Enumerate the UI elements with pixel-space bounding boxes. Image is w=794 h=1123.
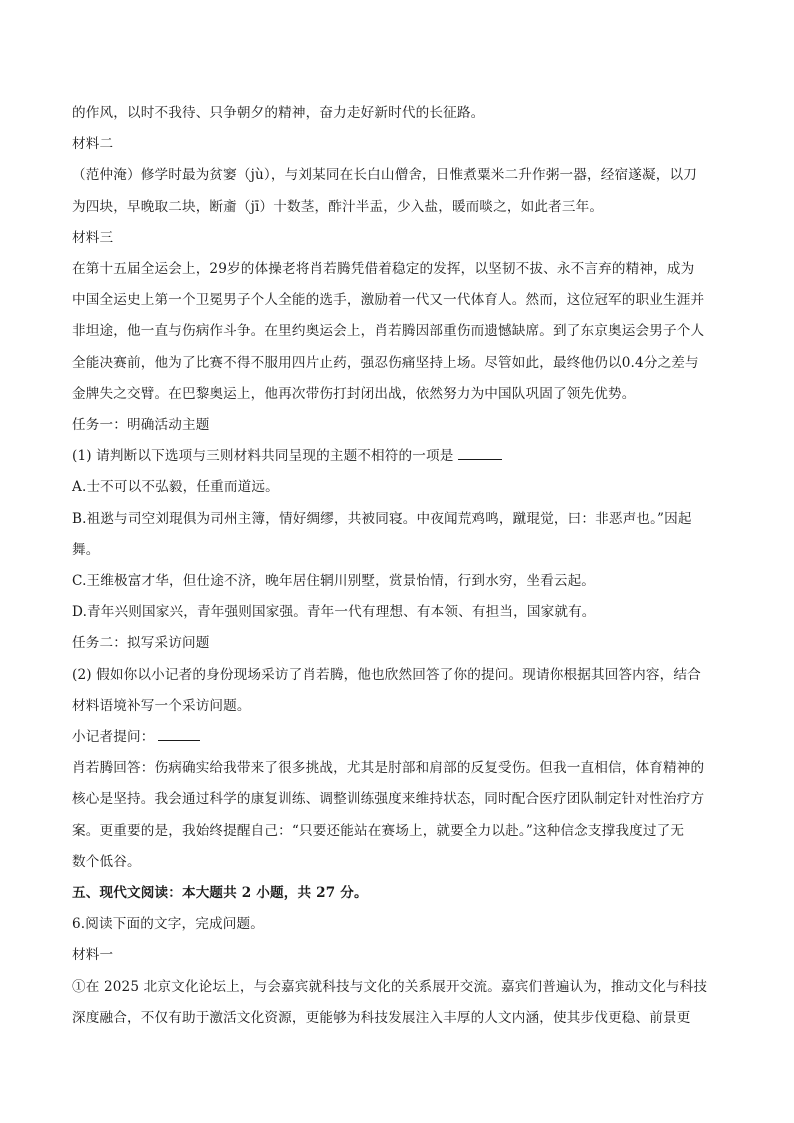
option-a: A.士不可以不弘毅，任重而道远。 <box>72 479 279 496</box>
task-heading: 任务二：拟写采访问题 <box>72 635 210 652</box>
text-line: 金牌失之交臂。在巴黎奥运上，他再次带伤打封闭出战，依然努力为中国队巩固了领先优势。 <box>72 385 636 402</box>
text-line: （范仲淹）修学时最为贫窭（jù），与刘某同在长白山僧舍，日惟煮粟米二升作粥一器，经宿遂凝，以刀 <box>72 167 697 184</box>
question-text: (1) 请判断以下选项与三则材料共同呈现的主题不相符的一项是 <box>72 448 454 465</box>
text-line: 肖若腾回答：伤病确实给我带来了很多挑战，尤其是肘部和肩部的反复受伤。但我一直相信，体育精神的 <box>72 760 705 777</box>
text-line: ①在 2025 北京文化论坛上，与会嘉宾就科技与文化的关系展开交流。嘉宾们普遍认为，推动文化与科技 <box>72 978 708 995</box>
question-heading: 6.阅读下面的文字，完成问题。 <box>72 916 264 933</box>
material-heading: 材料三 <box>72 229 114 246</box>
text-line: 数个低谷。 <box>72 853 141 870</box>
text-line: 案。更重要的是，我始终提醒自己：“只要还能站在赛场上，就要全力以赴。”这种信念支撑我度过了无 <box>72 822 685 839</box>
text-line: 材料语境补写一个采访问题。 <box>72 697 251 714</box>
text-line: 深度融合，不仅有助于激活文化资源，更能够为科技发展注入丰厚的人文内涵，使其步伐更稳、前景更 <box>72 1009 691 1026</box>
reporter-question-label: 小记者提问： <box>72 729 155 746</box>
answer-blank[interactable] <box>158 726 200 741</box>
task-heading: 任务一：明确活动主题 <box>72 417 210 434</box>
text-line: 中国全运史上第一个卫冕男子个人全能的选手，激励着一代又一代体育人。然而，这位冠军的职业生涯并 <box>72 292 705 309</box>
option-b: B.祖逖与司空刘琨俱为司州主簿，情好绸缪，共被同寝。中夜闻荒鸡鸣，蹴琨觉，曰：非恶声也。”因起 <box>72 510 692 527</box>
text-line: 非坦途，他一直与伤病作斗争。在里约奥运会上，肖若腾因部重伤而遗憾缺席。到了东京奥运会男子个人 <box>72 323 705 340</box>
text-line: 的作风，以时不我待、只争朝夕的精神，奋力走好新时代的长征路。 <box>72 105 485 121</box>
option-d: D.青年兴则国家兴，青年强则国家强。青年一代有理想、有本领、有担当，国家就有。 <box>72 604 596 621</box>
text-line: (2) 假如你以小记者的身份现场采访了肖若腾，他也欣然回答了你的提问。现请你根据其回答内容，结合 <box>72 666 701 683</box>
text-line: 核心是坚持。我会通过科学的康复训练、调整训练强度来维持状态，同时配合医疗团队制定针对性治疗方 <box>72 791 705 808</box>
text-line: 为四块，早晚取二块，断齑（jī）十数茎，酢汁半盂，少入盐，暖而啖之，如此者三年。 <box>72 198 604 215</box>
answer-blank[interactable] <box>458 445 502 460</box>
option-c: C.王维极富才华，但仕途不济，晚年居住辋川别墅，赏景怡情，行到水穷，坐看云起。 <box>72 573 596 590</box>
material-heading: 材料一 <box>72 947 114 964</box>
text-line: 全能决赛前，他为了比赛不得不服用四片止药，强忍伤痛坚持上场。尽管如此，最终他仍以0.4分之差与 <box>72 354 699 371</box>
section-heading: 五、现代文阅读：本大题共 2 小题，共 27 分。 <box>72 885 368 902</box>
question-line <box>72 441 720 472</box>
material-heading: 材料二 <box>72 136 114 153</box>
document-page <box>72 98 720 1034</box>
reporter-question-line <box>72 722 720 753</box>
option-b-continued: 舞。 <box>72 541 100 558</box>
text-line: 在第十五届全运会上，29岁的体操老将肖若腾凭借着稳定的发挥，以坚韧不拔、永不言弃的精神，成为 <box>72 261 695 278</box>
